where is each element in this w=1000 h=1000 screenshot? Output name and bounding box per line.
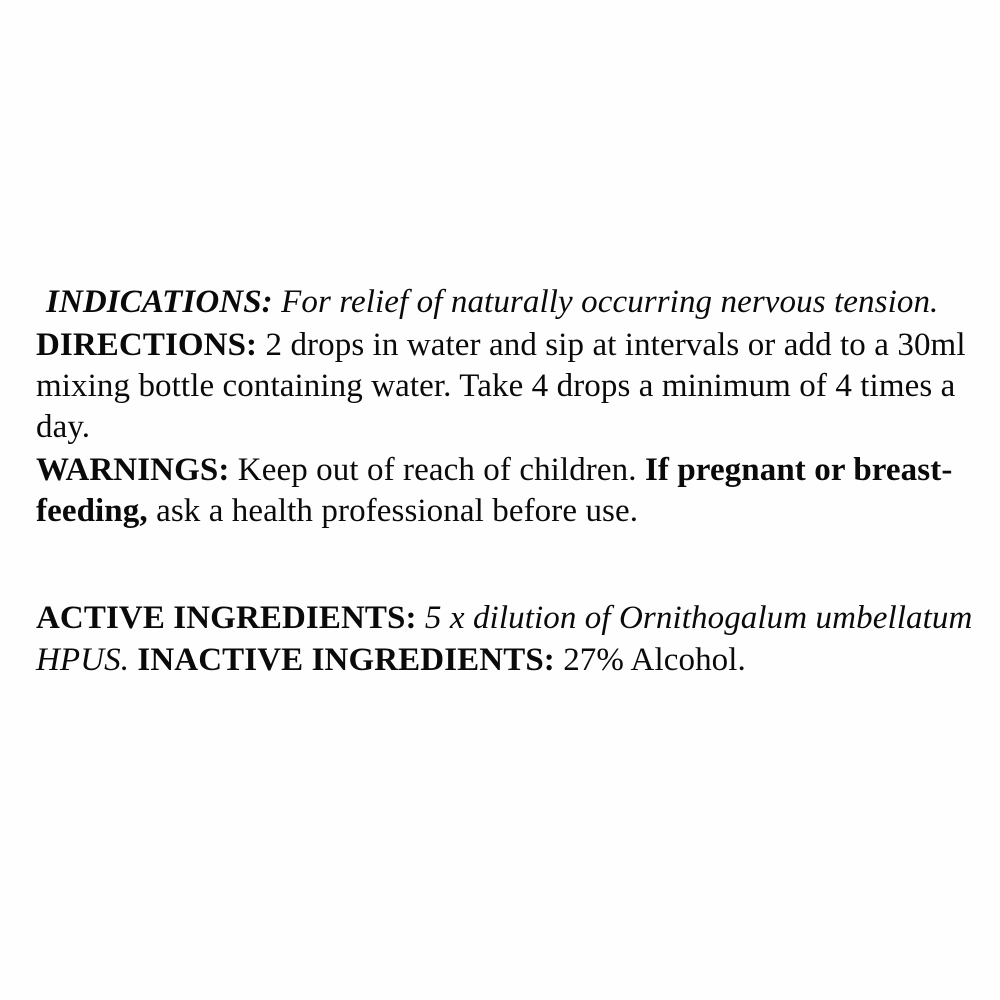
inactive-ingredients-body: 27% Alcohol. [554,641,746,678]
label-instructions-block [36,282,966,531]
active-ingredients-heading: ACTIVE INGREDIENTS: [36,600,417,636]
indications-heading: INDICATIONS: [46,284,273,320]
warnings-body-start: Keep out of reach of children. [229,451,645,488]
inactive-ingredients-heading: INACTIVE INGREDIENTS: [137,641,555,678]
label-ingredients-block [36,598,981,681]
indications-body: For relief of naturally occurring nervous tension. [272,284,939,320]
indications-paragraph [36,282,966,323]
warnings-heading: WARNINGS: [36,451,230,488]
warnings-body-end: ask a health professional before use. [147,492,639,529]
ingredients-paragraph [36,598,981,681]
warnings-paragraph [36,450,966,532]
directions-body: 2 drops in water and sip at intervals or add to a 30ml mixing bottle containing water. Take 4 drops a minimum of 4 times a day. [36,326,966,445]
warnings-body-bold: If pregnant or breast-feeding, [36,451,953,529]
directions-paragraph [36,325,966,448]
active-ingredients-body: 5 x dilution of Ornithogalum umbellatum HPUS. [36,600,973,678]
directions-heading: DIRECTIONS: [36,326,258,363]
